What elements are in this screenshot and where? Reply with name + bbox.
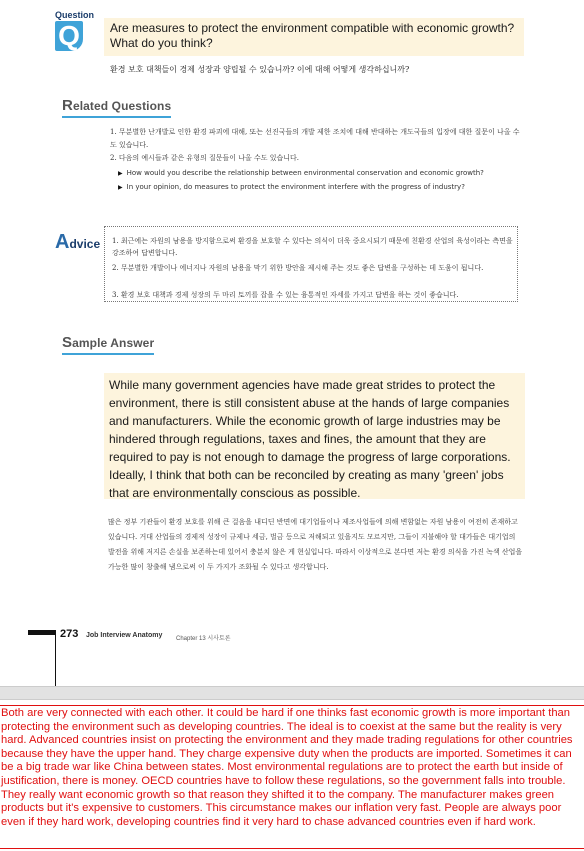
advice-label bbox=[55, 231, 100, 254]
question-korean: 환경 보호 대책들이 경제 성장과 양립될 수 있습니까? 이에 대해 어떻게 생각하십니까? bbox=[110, 65, 410, 74]
related-example-2 bbox=[118, 183, 465, 191]
chapter-label: Chapter 13 시사토론 bbox=[176, 636, 231, 642]
advice-rest: dvice bbox=[69, 237, 101, 251]
sample-answer-english: While many government agencies have made great strides to protect the environment, there is still consistent abuse at the hands of large companies and manufacturers. While the economic growth of large industries may be hindered through regulations, taxes and fines, the amount that they are required to pay is not enough to damage the progress of large corporations. Ideally, I think that both can be reconciled by creating as many 'green' jobs that are environmentally conscious as possible. bbox=[104, 373, 525, 499]
advice-item-2: 2. 무분별한 개발이나 에너지나 자원의 남용을 막기 위한 방안을 제시해 주는 것도 좋은 답변을 구성하는 데 도움이 됩니다. bbox=[112, 264, 484, 272]
related-questions-heading bbox=[62, 97, 171, 118]
note-bottom-rule bbox=[0, 848, 584, 849]
red-note-text[interactable]: Both are very connected with each other. It could be hard if one thinks fast economic growth is more important than protecting the environment such as developing countries. The ideal is to coexist at the same but the reality is very hard. Advanced countries insist on protecting the environment and they made trading regulations for other countries because they have the upper hand. They charge expensive duty when the products are imported. Sometimes it can be a big trade war like China between states. Most environmental regulations are to protect the earth but inside of justification, there is money. OECD countries have to follow these regulations, so the government falls into trouble. They really want economic growth so that reason they shifted it to the company. The manufacturer makes green products but it's expensive to customers. This circumstance makes our inflation very fast. People are always poor even if they hard work, developing countries find it very hard to chase advanced countries even if hard work. bbox=[1, 707, 573, 828]
related-example-text: How would you describe the relationship between environmental conservation and economic growth? bbox=[126, 169, 484, 177]
sample-heading-rest: ample Answer bbox=[72, 336, 155, 350]
related-heading-initial: R bbox=[62, 97, 73, 114]
sample-answer-korean: 많은 정부 기관들이 환경 보호를 위해 큰 걸음을 내디딘 반면에 대기업들이나 제조사업들에 의해 변함없는 자원 남용이 여전히 존재하고 있습니다. 거대 산업들의 경제적 성장이 규제나 세금, 벌금 등으로 저해되고 있을지도 모르지만, 그들이 지불해야 할 대가들은 대기업의 발전을 위해 저지른 손실을 보존하는데 있어서 충분치 않은 게 현실입니다. 따라서 이상적으로 본다면 저는 환경 의식을 가진 녹색 산업을 가능한 많이 창출해 냄으로써 이 두 가지가 조화될 수 있다고 생각합니다. bbox=[108, 518, 523, 571]
sample-answer-heading bbox=[62, 334, 154, 355]
footer-vertical-line bbox=[55, 630, 56, 686]
advice-item-3: 3. 환경 보호 대책과 경제 성장의 두 마리 토끼를 잡을 수 있는 융통적인 자세를 가지고 답변을 하는 것이 좋습니다. bbox=[112, 291, 459, 299]
related-example-1 bbox=[118, 169, 484, 177]
question-text: Are measures to protect the environment compatible with economic growth? What do you think? bbox=[104, 18, 524, 56]
advice-initial: A bbox=[55, 231, 70, 253]
related-item-1: 1. 무분별한 난개발로 인한 환경 파괴에 대해, 또는 선진국들의 개발 제한 조치에 대해 반대하는 개도국들의 입장에 대한 질문이 나올 수도 있습니다. bbox=[110, 128, 520, 149]
page-number: 273 bbox=[60, 628, 79, 640]
triangle-bullet-icon: ▶ bbox=[118, 170, 123, 177]
advice-box-left-border bbox=[104, 226, 106, 302]
advice-item-1: 1. 최근에는 자원의 남용을 방지함으로써 환경을 보호할 수 있다는 의식이 더욱 중요시되기 때문에 친환경 산업의 육성이라는 측면을 강조하여 답변합니다. bbox=[112, 237, 513, 257]
sample-heading-initial: S bbox=[62, 334, 73, 351]
question-q-icon: Q bbox=[55, 21, 83, 51]
triangle-bullet-icon: ▶ bbox=[118, 184, 123, 191]
related-example-text: In your opinion, do measures to protect the environment interfere with the progress of industry? bbox=[126, 183, 465, 191]
page-divider bbox=[0, 686, 584, 700]
question-label: Question bbox=[55, 10, 95, 20]
related-heading-rest: elated Questions bbox=[72, 99, 172, 113]
book-title: Job Interview Anatomy bbox=[86, 632, 163, 639]
related-item-2: 2. 다음의 예시들과 같은 유형의 질문들이 나올 수도 있습니다. bbox=[110, 154, 299, 162]
footer-bar bbox=[28, 630, 56, 635]
